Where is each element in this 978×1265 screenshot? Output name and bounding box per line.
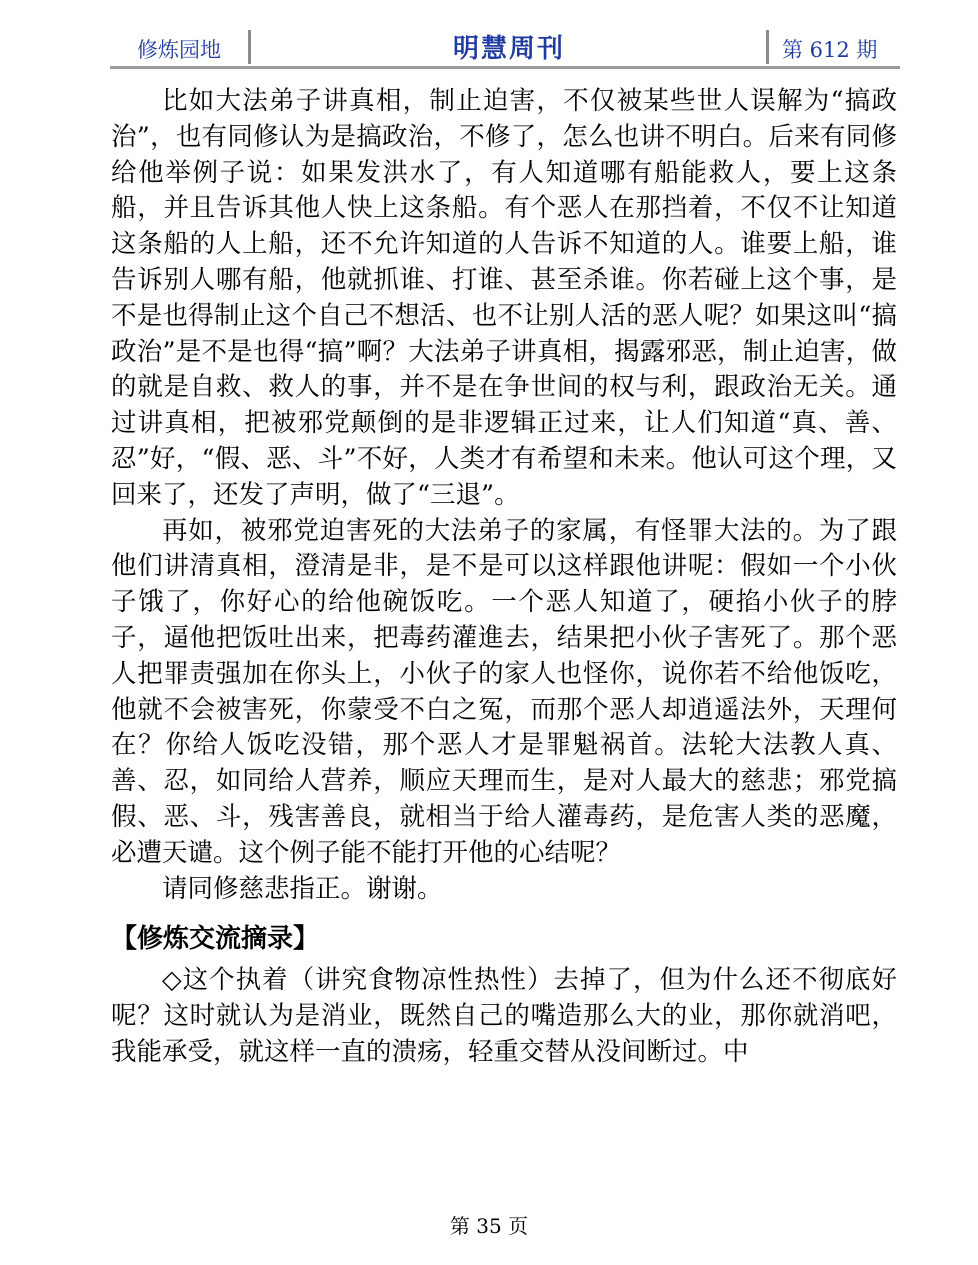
section-paragraph: ◇这个执着（讲究食物凉性热性）去掉了，但为什么还不彻底好呢？这时就认为是消业，既然自己的嘴造那么大的业，那你就消吧，我能承受，就这样一直的溃疡，轻重交替从没间断过。中 [111,965,897,1067]
page-header [110,24,900,66]
section-label: 修炼园地 [137,38,221,62]
header-rule [110,66,900,69]
article-body [111,84,897,1071]
paragraph-1: 比如大法弟子讲真相，制止迫害，不仅被某些世人误解为“搞政治”，也有同修认为是搞政治，不修了，怎么也讲不明白。后来有同修给他举例子说：如果发洪水了，有人知道哪有船能救人，要上这条船，并且告诉其他人快上这条船。有个恶人在那挡着，不仅不让知道这条船的人上船，还不允许知道的人告诉不知道的人。谁要上船，谁告诉别人哪有船，他就抓谁、打谁、甚至杀谁。你若碰上这个事，是不是也得制止这个自己不想活、也不让别人活的恶人呢？如果这叫“搞政治”是不是也得“搞”啊？大法弟子讲真相，揭露邪恶，制止迫害，做的就是自救、救人的事，并不是在争世间的权与利，跟政治无关。通过讲真相，把被邪党颠倒的是非逻辑正过来，让人们知道“真、善、忍”好，“假、恶、斗”不好，人类才有希望和未来。他认可这个理，又回来了，还发了声明，做了“三退”。 [111,86,897,510]
header-divider-right [766,30,769,64]
page-number: 第 35 页 [449,1214,529,1238]
section-heading: 【修炼交流摘录】 [111,924,320,955]
publication-title: 明慧周刊 [452,34,565,64]
paragraph-3: 请同修慈悲指正。谢谢。 [162,873,443,904]
issue-number: 第 612 期 [782,38,878,62]
paragraph-2: 再如，被邪党迫害死的大法弟子的家属，有怪罪大法的。为了跟他们讲清真相，澄清是非，是不是可以这样跟他讲呢：假如一个小伙子饿了，你好心的给他碗饭吃。一个恶人知道了，硬掐小伙子的脖子，逼他把饭吐出来，把毒药灌進去，结果把小伙子害死了。那个恶人把罪责强加在你头上，小伙子的家人也怪你，说你若不给他饭吃，他就不会被害死，你蒙受不白之冤，而那个恶人却逍遥法外，天理何在？你给人饭吃没错，那个恶人才是罪魁祸首。法轮大法教人真、善、忍，如同给人营养，顺应天理而生，是对人最大的慈悲；邪党搞假、恶、斗，残害善良，就相当于给人灌毒药，是危害人类的恶魔，必遭天谴。这个例子能不能打开他的心结呢？ [111,515,897,868]
